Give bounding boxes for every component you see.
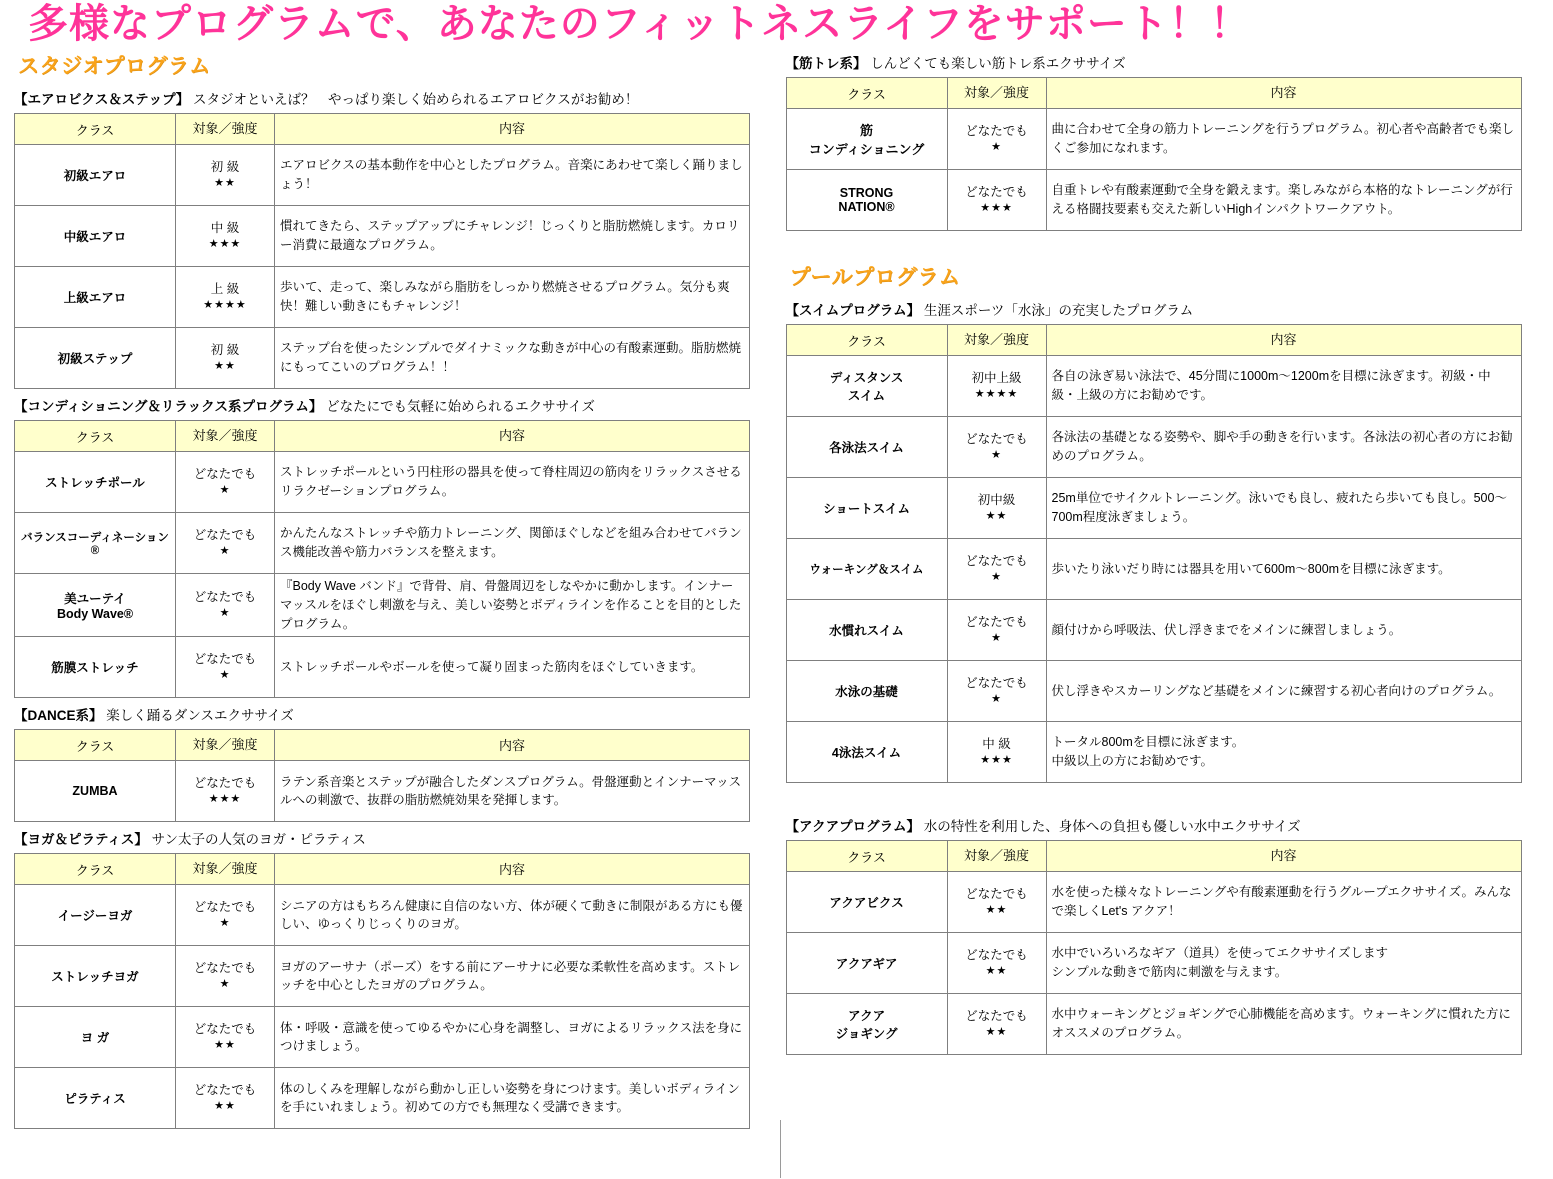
cell-class-name: ヨ ガ	[15, 1007, 176, 1068]
cell-description: エアロビクスの基本動作を中心としたプログラム。音楽にあわせて楽しく踊りましょう！	[275, 145, 750, 206]
program-table	[786, 77, 1522, 231]
intensity-stars: ★	[219, 669, 231, 682]
group-heading-text: 水の特性を利用した、身体への負担も優しい水中エクササイズ	[920, 819, 1301, 834]
table-row	[15, 452, 750, 513]
intensity-stars: ★	[219, 545, 231, 558]
level-text: どなたでも	[965, 1009, 1028, 1024]
cell-description: 『Body Wave バンド』で背骨、肩、骨盤周辺をしなやかに動かします。インナーマッスルをほぐし刺激を与え、美しい姿勢とボディラインを作ることを目的としたプログラム。	[275, 574, 750, 637]
cell-level	[176, 1068, 275, 1129]
cell-level	[947, 170, 1046, 231]
cell-level	[176, 637, 275, 698]
program-table	[786, 324, 1522, 783]
left-groups	[8, 82, 764, 1129]
table-row	[786, 872, 1521, 933]
table-row	[786, 661, 1521, 722]
cell-level	[176, 885, 275, 946]
cell-class-name: アクアビクス	[786, 872, 947, 933]
cell-description: 自重トレや有酸素運動で全身を鍛えます。楽しみながら本格的なトレーニングが行える格闘技要素も交えた新しいHighインパクトワークアウト。	[1046, 170, 1521, 231]
table-header-row	[786, 325, 1521, 356]
group-heading-text: 楽しく踊るダンスエクササイズ	[102, 708, 294, 724]
cell-description: シニアの方はもちろん健康に自信のない方、体が硬くて動きに制限がある方にも優しい、ゆっくりじっくりのヨガ。	[275, 885, 750, 946]
intensity-stars: ★	[219, 484, 231, 497]
program-group	[8, 698, 764, 822]
table-row	[786, 109, 1521, 170]
level-text: 初中上級	[971, 371, 1022, 386]
level-text: どなたでも	[965, 948, 1028, 963]
table-row	[786, 600, 1521, 661]
page-title: 多様なプログラムで、あなたのフィットネスライフをサポート！！	[28, 2, 1251, 46]
column-header-level: 対象／強度	[947, 325, 1046, 356]
cell-level	[176, 328, 275, 389]
cell-level	[947, 661, 1046, 722]
cell-description: 曲に合わせて全身の筋力トレーニングを行うプログラム。初心者や高齢者でも楽しくご参加になれます。	[1046, 109, 1521, 170]
cell-description: 各自の泳ぎ易い泳法で、45分間に1000m〜1200mを目標に泳ぎます。初級・中級・上級の方にお勧めです。	[1046, 356, 1521, 417]
table-row	[15, 513, 750, 574]
cell-description: 慣れてきたら、ステップアップにチャレンジ！じっくりと脂肪燃焼します。カロリー消費に最適なプログラム。	[275, 206, 750, 267]
group-heading-text: しんどくても楽しい筋トレ系エクササイズ	[866, 56, 1126, 71]
cell-class-name: ストレッチヨガ	[15, 946, 176, 1007]
intensity-stars: ★★	[214, 1100, 236, 1113]
intensity-stars: ★★★	[208, 793, 242, 806]
level-text: どなたでも	[193, 776, 257, 791]
cell-level	[947, 109, 1046, 170]
table-row	[15, 1068, 750, 1129]
cell-description: ラテン系音楽とステップが融合したダンスプログラム。骨盤運動とインナーマッスルへの刺激で、抜群の脂肪燃焼効果を発揮します。	[275, 761, 750, 822]
group-heading	[780, 46, 1545, 77]
level-text: 上 級	[210, 282, 240, 297]
cell-description: ヨガのアーサナ（ポーズ）をする前にアーサナに必要な柔軟性を高めます。ストレッチを中心としたヨガのプログラム。	[275, 946, 750, 1007]
column-header-desc: 内容	[275, 114, 750, 145]
intensity-stars: ★	[991, 571, 1002, 584]
right-column	[780, 46, 1545, 1129]
table-row	[15, 1007, 750, 1068]
program-group	[8, 389, 764, 698]
intensity-stars: ★★	[985, 904, 1008, 917]
intensity-stars: ★	[219, 978, 231, 991]
cell-description: かんたんなストレッチや筋力トレーニング、関節ほぐしなどを組み合わせてバランス機能改善や筋力バランスを整えます。	[275, 513, 750, 574]
group-heading-text: スタジオといえば？ やっぱり楽しく始められるエアロビクスがお勧め！	[189, 92, 639, 107]
cell-description: 各泳法の基礎となる姿勢や、脚や手の動きを行います。各泳法の初心者の方にお勧めのプログラム。	[1046, 417, 1521, 478]
intensity-stars: ★★	[985, 965, 1008, 978]
cell-description: 25m単位でサイクルトレーニング。泳いでも良し、疲れたら歩いても良し。500〜700m程度泳ぎましょう。	[1046, 478, 1521, 539]
program-table	[14, 420, 750, 698]
cell-level	[947, 478, 1046, 539]
intensity-stars: ★★★	[208, 238, 242, 251]
table-row	[786, 722, 1521, 783]
table-row	[15, 328, 750, 389]
table-header-row	[786, 78, 1521, 109]
cell-description: 歩いたり泳いだり時には器具を用いて600m〜800mを目標に泳ぎます。	[1046, 539, 1521, 600]
group-heading-label: 【アクアプログラム】	[785, 819, 920, 834]
cell-level	[176, 145, 275, 206]
table-row	[15, 761, 750, 822]
table-row	[786, 417, 1521, 478]
level-text: どなたでも	[965, 887, 1028, 902]
table-header-row	[15, 114, 750, 145]
cell-class-name: ストレッチポール	[15, 452, 176, 513]
intensity-stars: ★★★	[980, 754, 1013, 767]
intensity-stars: ★★	[214, 360, 236, 373]
cell-level	[947, 539, 1046, 600]
table-row	[15, 637, 750, 698]
intensity-stars: ★★★	[980, 202, 1013, 215]
column-header-desc: 内容	[1046, 325, 1521, 356]
cell-level	[947, 872, 1046, 933]
level-text: どなたでも	[965, 185, 1028, 200]
table-row	[786, 170, 1521, 231]
column-header-level: 対象／強度	[176, 421, 275, 452]
cell-description: 水中でいろいろなギア（道具）を使ってエクササイズします シンプルな動きで筋肉に刺激を与えます。	[1046, 933, 1521, 994]
table-row	[15, 267, 750, 328]
table-row	[786, 539, 1521, 600]
level-text: 中 級	[210, 221, 240, 236]
cell-description: 顔付けから呼吸法、伏し浮きまでをメインに練習しましょう。	[1046, 600, 1521, 661]
column-header-desc: 内容	[275, 854, 750, 885]
cell-class-name: 水慣れスイム	[786, 600, 947, 661]
column-header-class: クラス	[786, 325, 947, 356]
level-text: どなたでも	[193, 467, 257, 482]
table-header-row	[15, 854, 750, 885]
cell-class-name: ZUMBA	[15, 761, 176, 822]
table-row	[15, 145, 750, 206]
cell-class-name: 筋膜ストレッチ	[15, 637, 176, 698]
right-groups	[780, 293, 1545, 1055]
level-text: どなたでも	[193, 590, 257, 605]
column-header-desc: 内容	[1046, 78, 1521, 109]
program-table	[786, 840, 1522, 1055]
group-heading-label: 【エアロビクス＆ステップ】	[14, 92, 190, 107]
column-header-class: クラス	[15, 421, 176, 452]
cell-level	[176, 513, 275, 574]
level-text: どなたでも	[193, 961, 257, 976]
cell-level	[947, 600, 1046, 661]
cell-class-name: バランスコーディネーション®	[15, 513, 176, 574]
level-text: どなたでも	[193, 1083, 257, 1098]
level-text: 初 級	[210, 160, 240, 175]
column-header-level: 対象／強度	[176, 854, 275, 885]
cell-description: トータル800mを目標に泳ぎます。 中級以上の方にお勧めです。	[1046, 722, 1521, 783]
column-header-desc: 内容	[275, 730, 750, 761]
group-heading-label: 【DANCE系】	[14, 708, 103, 724]
cell-level	[176, 267, 275, 328]
level-text: どなたでも	[965, 124, 1028, 139]
group-heading-text: 生涯スポーツ「水泳」の充実したプログラム	[920, 303, 1194, 318]
cell-description: 歩いて、走って、楽しみながら脂肪をしっかり燃焼させるプログラム。気分も爽快！難しい動きにもチャレンジ！	[275, 267, 750, 328]
group-heading-label: 【筋トレ系】	[785, 56, 867, 71]
table-row	[786, 478, 1521, 539]
cell-class-name: アクアギア	[786, 933, 947, 994]
column-header-class: クラス	[786, 78, 947, 109]
cell-class-name: 美ユーテイ Body Wave®	[15, 574, 176, 637]
table-row	[15, 885, 750, 946]
section-title-pool: プールプログラム	[789, 266, 961, 289]
level-text: どなたでも	[193, 652, 257, 667]
right-groups-top	[780, 46, 1545, 231]
table-row	[786, 933, 1521, 994]
divider-line	[780, 1120, 781, 1178]
cell-description: 水中ウォーキングとジョギングで心肺機能を高めます。ウォーキングに慣れた方にオススメのプログラム。	[1046, 994, 1521, 1055]
cell-level	[947, 994, 1046, 1055]
cell-description: ストレッチポールという円柱形の器具を使って脊柱周辺の筋肉をリラックスさせるリラクゼーションプログラム。	[275, 452, 750, 513]
cell-class-name: ウォーキング＆スイム	[786, 539, 947, 600]
program-table	[14, 853, 750, 1129]
group-heading-text: サン太子の人気のヨガ・ピラティス	[147, 832, 366, 848]
cell-level	[947, 722, 1046, 783]
level-text: どなたでも	[193, 1022, 257, 1037]
table-header-row	[15, 730, 750, 761]
cell-level	[176, 1007, 275, 1068]
cell-class-name: STRONG NATION®	[786, 170, 947, 231]
cell-class-name: 各泳法スイム	[786, 417, 947, 478]
cell-class-name: 筋 コンディショニング	[786, 109, 947, 170]
table-row	[786, 994, 1521, 1055]
program-group	[780, 293, 1545, 783]
program-table	[14, 113, 750, 389]
table-row	[15, 206, 750, 267]
column-header-level: 対象／強度	[176, 730, 275, 761]
intensity-stars: ★	[219, 607, 231, 620]
program-group	[780, 46, 1545, 231]
column-header-class: クラス	[15, 730, 176, 761]
cell-class-name: イージーヨガ	[15, 885, 176, 946]
group-heading	[780, 809, 1545, 840]
group-heading-label: 【ヨガ＆ピラティス】	[14, 832, 148, 848]
program-table	[14, 729, 750, 822]
cell-description: 体のしくみを理解しながら動かし正しい姿勢を身につけます。美しいボディラインを手にいれましょう。初めての方でも無理なく受講できます。	[275, 1068, 750, 1129]
cell-class-name: 上級エアロ	[15, 267, 176, 328]
program-group	[8, 82, 764, 389]
intensity-stars: ★	[991, 632, 1002, 645]
cell-level	[947, 356, 1046, 417]
intensity-stars: ★	[991, 141, 1002, 154]
cell-level	[947, 933, 1046, 994]
group-heading	[780, 293, 1545, 324]
intensity-stars: ★★	[985, 1026, 1008, 1039]
group-heading-label: 【コンディショニング＆リラックス系プログラム】	[14, 399, 323, 414]
cell-level	[176, 206, 275, 267]
table-row	[15, 574, 750, 637]
level-text: どなたでも	[193, 900, 257, 915]
cell-class-name: 中級エアロ	[15, 206, 176, 267]
group-heading	[8, 822, 764, 853]
column-header-level: 対象／強度	[947, 841, 1046, 872]
column-header-level: 対象／強度	[176, 114, 275, 145]
intensity-stars: ★	[991, 449, 1002, 462]
cell-level	[176, 574, 275, 637]
cell-class-name: ディスタンス スイム	[786, 356, 947, 417]
intensity-stars: ★★★★	[203, 299, 247, 312]
cell-level	[176, 946, 275, 1007]
cell-class-name: 4泳法スイム	[786, 722, 947, 783]
cell-description: ストレッチポールやボールを使って凝り固まった筋肉をほぐしていきます。	[275, 637, 750, 698]
table-row	[786, 356, 1521, 417]
level-text: どなたでも	[965, 615, 1028, 630]
level-text: 初中級	[977, 493, 1016, 508]
program-group	[780, 809, 1545, 1055]
left-column	[8, 46, 764, 1129]
intensity-stars: ★★★★	[974, 388, 1019, 401]
cell-class-name: 水泳の基礎	[786, 661, 947, 722]
cell-description: ステップ台を使ったシンプルでダイナミックな動きが中心の有酸素運動。脂肪燃焼にもってこいのプログラム！！	[275, 328, 750, 389]
cell-description: 伏し浮きやスカーリングなど基礎をメインに練習する初心者向けのプログラム。	[1046, 661, 1521, 722]
group-heading	[8, 389, 764, 420]
table-row	[15, 946, 750, 1007]
cell-level	[947, 417, 1046, 478]
intensity-stars: ★★	[214, 177, 236, 190]
level-text: どなたでも	[193, 528, 257, 543]
cell-class-name: ピラティス	[15, 1068, 176, 1129]
content-columns	[0, 46, 1553, 1129]
cell-description: 体・呼吸・意識を使ってゆるやかに心身を調整し、ヨガによるリラックス法を身につけましょう。	[275, 1007, 750, 1068]
cell-class-name: 初級ステップ	[15, 328, 176, 389]
column-header-class: クラス	[786, 841, 947, 872]
cell-level	[176, 761, 275, 822]
column-header-class: クラス	[15, 854, 176, 885]
cell-description: 水を使った様々なトレーニングや有酸素運動を行うグループエクササイズ。みんなで楽しくLet's アクア！	[1046, 872, 1521, 933]
column-header-class: クラス	[15, 114, 176, 145]
table-header-row	[786, 841, 1521, 872]
group-heading	[8, 698, 764, 729]
level-text: どなたでも	[965, 432, 1028, 447]
table-header-row	[15, 421, 750, 452]
cell-class-name: アクア ジョギング	[786, 994, 947, 1055]
cell-class-name: 初級エアロ	[15, 145, 176, 206]
section-title-studio: スタジオプログラム	[18, 55, 211, 78]
group-heading-text: どなたにでも気軽に始められるエクササイズ	[322, 399, 596, 414]
intensity-stars: ★★	[985, 510, 1008, 523]
intensity-stars: ★	[991, 693, 1002, 706]
level-text: 中 級	[982, 737, 1011, 752]
column-header-level: 対象／強度	[947, 78, 1046, 109]
level-text: どなたでも	[965, 676, 1028, 691]
group-heading-label: 【スイムプログラム】	[785, 303, 921, 318]
intensity-stars: ★★	[214, 1039, 236, 1052]
column-header-desc: 内容	[275, 421, 750, 452]
cell-level	[176, 452, 275, 513]
cell-class-name: ショートスイム	[786, 478, 947, 539]
group-heading	[8, 82, 764, 113]
level-text: どなたでも	[965, 554, 1028, 569]
intensity-stars: ★	[219, 917, 231, 930]
level-text: 初 級	[210, 343, 240, 358]
column-header-desc: 内容	[1046, 841, 1521, 872]
program-group	[8, 822, 764, 1129]
